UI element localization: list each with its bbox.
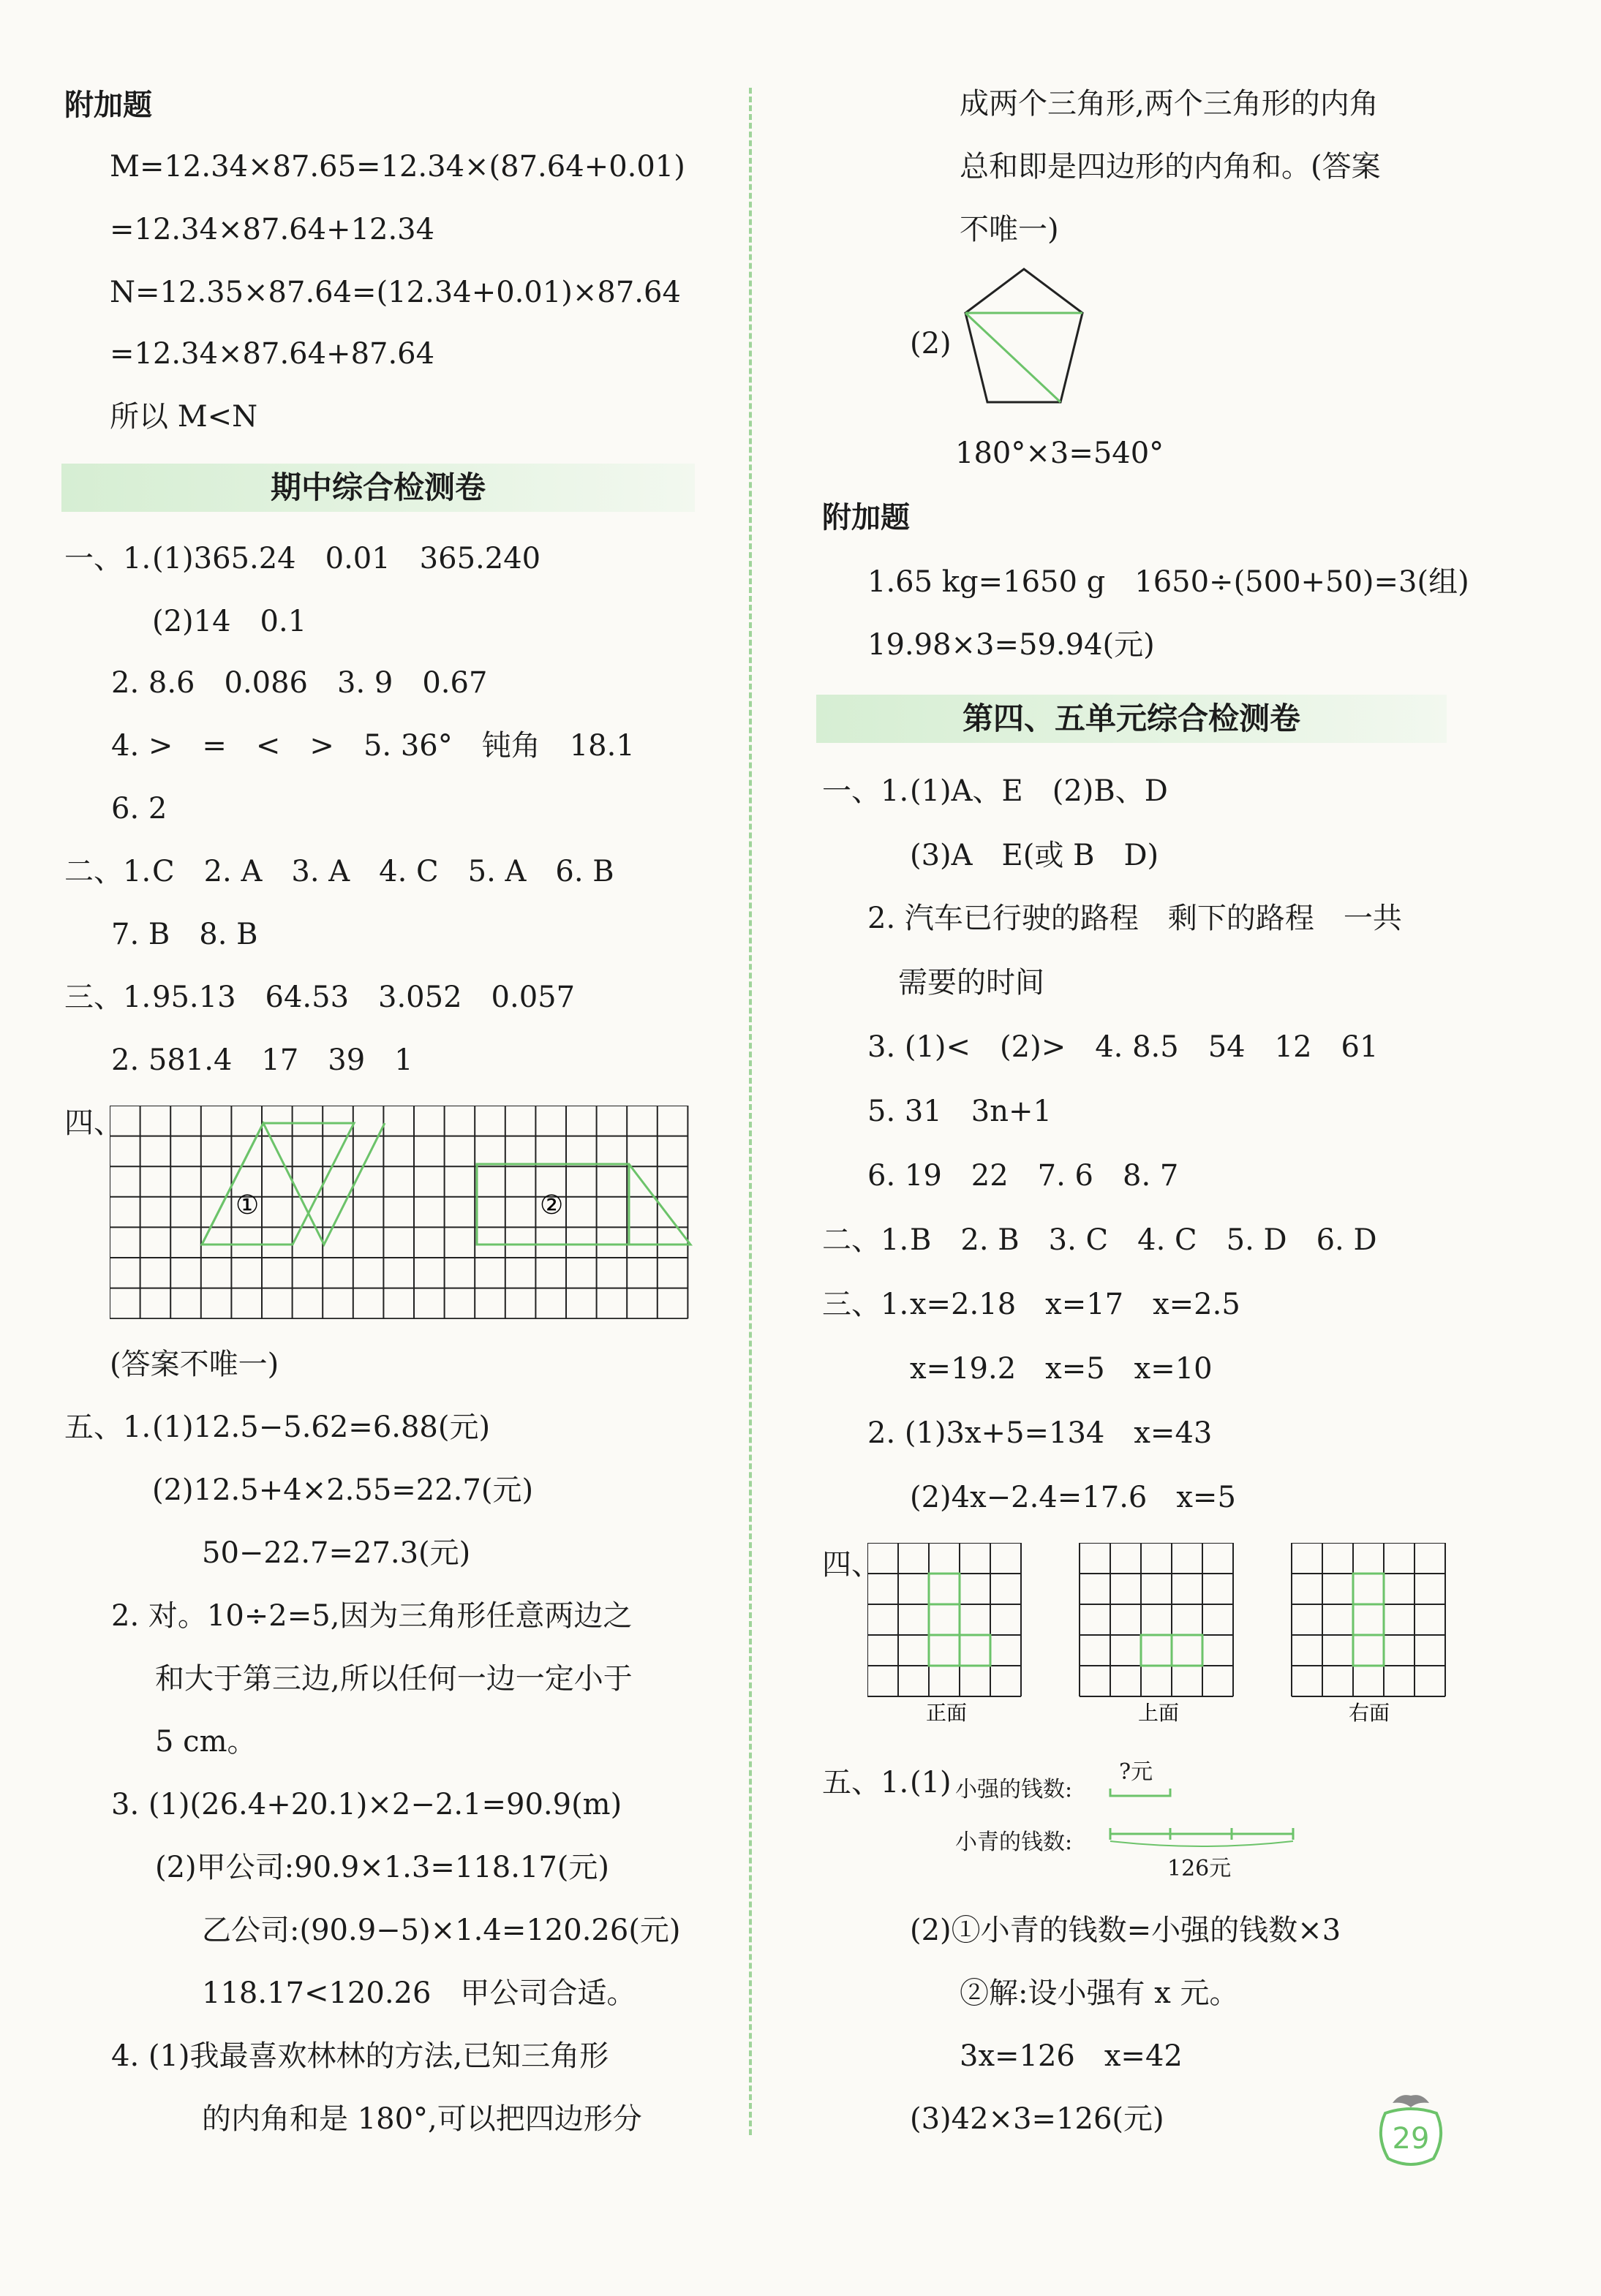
- s5-line-7: 3. (1)(26.4+20.1)×2−2.1=90.9(m): [111, 1788, 622, 1821]
- view-top-shape: [1141, 1635, 1202, 1666]
- view-right-caption: 右面: [1349, 1701, 1390, 1725]
- r-line-3: 不唯一): [960, 213, 1059, 246]
- u5-line-3: 3x=126 x=42: [960, 2039, 1183, 2073]
- u3-line-1: x=2.18 x=17 x=2.5: [910, 1288, 1240, 1321]
- u5-126-label: 126元: [1167, 1856, 1232, 1881]
- u5-line-2: ②解:设小强有 x 元。: [960, 1976, 1239, 2010]
- shape-2-trapezoid: [477, 1164, 690, 1245]
- r-line-4: 180°×3=540°: [955, 437, 1164, 470]
- s5-line-2: (2)12.5+4×2.55=22.7(元): [152, 1473, 534, 1507]
- shape-1-triangles: [202, 1123, 354, 1245]
- midterm-grid-figure: [110, 1106, 696, 1319]
- s5-line-10: 118.17<120.26 甲公司合适。: [202, 1976, 636, 2010]
- s5-label: 五、1.: [64, 1411, 151, 1444]
- u5-label: 五、1.: [822, 1766, 909, 1800]
- u1-line-6: 5. 31 3n+1: [867, 1095, 1052, 1128]
- u5-question: ?元: [1119, 1759, 1153, 1785]
- s2-label: 二、1.: [64, 855, 151, 888]
- s5-line-8: (2)甲公司:90.9×1.3=118.17(元): [155, 1851, 610, 1884]
- s5-line-11: 4. (1)我最喜欢林林的方法,已知三角形: [111, 2039, 609, 2073]
- s2-line-2: 7. B 8. B: [111, 918, 258, 951]
- s1-label: 一、1.: [64, 542, 151, 575]
- unit-banner: 第四、五单元综合检测卷: [816, 695, 1447, 743]
- s1-line-1: (1)365.24 0.01 365.240: [152, 542, 541, 575]
- qing-bar: [1110, 1828, 1293, 1840]
- extra-line-2: =12.34×87.64+12.34: [110, 213, 435, 246]
- page-number: 29: [1392, 2122, 1430, 2156]
- view-right-grid: [1292, 1543, 1445, 1696]
- view-front-caption: 正面: [926, 1701, 968, 1725]
- extra-title-right: 附加题: [822, 501, 910, 535]
- pentagon-figure: [958, 263, 1090, 409]
- pentagon-shape: [965, 269, 1082, 402]
- view-front-grid: [867, 1543, 1021, 1696]
- s5-line-12: 的内角和是 180°,可以把四边形分: [202, 2102, 642, 2136]
- view-top-grid: [1080, 1543, 1233, 1696]
- u1-line-5: 3. (1)< (2)> 4. 8.5 54 12 61: [867, 1030, 1379, 1064]
- u5-line-4: (3)42×3=126(元): [910, 2102, 1164, 2136]
- extra-line-3: N=12.35×87.64=(12.34+0.01)×87.64: [110, 276, 681, 309]
- midterm-banner: 期中综合检测卷: [61, 464, 695, 512]
- u1-line-3: 2. 汽车已行驶的路程 剩下的路程 一共: [867, 902, 1402, 935]
- view-top-caption: 上面: [1138, 1701, 1180, 1725]
- u3-line-2: x=19.2 x=5 x=10: [910, 1352, 1213, 1386]
- u1-line-1: (1)A、E (2)B、D: [910, 774, 1168, 808]
- u1-line-4: 需要的时间: [898, 966, 1044, 1000]
- column-divider: [749, 88, 752, 2135]
- u1-label: 一、1.: [822, 774, 909, 808]
- s5-line-6: 5 cm。: [155, 1725, 257, 1759]
- s1-line-3: 2. 8.6 0.086 3. 9 0.67: [111, 666, 488, 700]
- s1-line-5: 6. 2: [111, 792, 167, 826]
- u5-part-1: (1): [910, 1766, 952, 1800]
- u4-label: 四、: [822, 1548, 881, 1582]
- s1-line-4: 4. > = < > 5. 36° 钝角 18.1: [111, 729, 635, 763]
- u5-qing-label: 小青的钱数:: [955, 1829, 1073, 1855]
- shape-1-zigzag: [202, 1123, 385, 1245]
- r-line-1: 成两个三角形,两个三角形的内角: [960, 87, 1379, 121]
- grid-lines: [110, 1106, 688, 1318]
- s5-line-4: 2. 对。10÷2=5,因为三角形任意两边之: [111, 1599, 633, 1633]
- extra-line-4: =12.34×87.64+87.64: [110, 337, 435, 371]
- s5-line-3: 50−22.7=27.3(元): [202, 1536, 471, 1570]
- s3-line-1: 95.13 64.53 3.052 0.057: [152, 981, 576, 1014]
- u5-line-1: (2)①小青的钱数=小强的钱数×3: [910, 1914, 1341, 1947]
- view-right-shape: [1353, 1574, 1384, 1666]
- bar-diagram: [1104, 1781, 1302, 1847]
- s5-line-9: 乙公司:(90.9−5)×1.4=120.26(元): [202, 1914, 681, 1947]
- u2-line-1: B 2. B 3. C 4. C 5. D 6. D: [910, 1223, 1377, 1257]
- u1-line-7: 6. 19 22 7. 6 8. 7: [867, 1159, 1179, 1193]
- u1-line-2: (3)A E(或 B D): [910, 839, 1159, 872]
- u2-label: 二、1.: [822, 1223, 909, 1257]
- view-front-shape: [929, 1574, 990, 1666]
- pentagon-label: (2): [910, 327, 952, 360]
- leaf-icon: [1393, 2095, 1429, 2107]
- u3-line-3: 2. (1)3x+5=134 x=43: [867, 1416, 1213, 1450]
- s4-note: (答案不唯一): [110, 1348, 279, 1381]
- extra-line-1: M=12.34×87.65=12.34×(87.64+0.01): [110, 150, 685, 184]
- s2-line-1: C 2. A 3. A 4. C 5. A 6. B: [152, 855, 614, 888]
- shape-mark-2: ②: [540, 1190, 564, 1220]
- u5-qiang-label: 小强的钱数:: [955, 1777, 1073, 1802]
- s1-line-2: (2)14 0.1: [152, 605, 307, 638]
- page-number-badge: [1371, 2091, 1451, 2172]
- views-figure: [867, 1543, 1453, 1733]
- r-line-2: 总和即是四边形的内角和。(答案: [960, 150, 1381, 184]
- s3-label: 三、1.: [64, 981, 151, 1014]
- s5-line-1: (1)12.5−5.62=6.88(元): [152, 1411, 491, 1444]
- r-line-6: 19.98×3=59.94(元): [867, 628, 1155, 662]
- u3-label: 三、1.: [822, 1288, 909, 1321]
- qing-brace: [1110, 1841, 1293, 1846]
- s3-line-2: 2. 581.4 17 39 1: [111, 1043, 413, 1077]
- r-line-5: 1.65 kg=1650 g 1650÷(500+50)=3(组): [867, 565, 1469, 599]
- u3-line-4: (2)4x−2.4=17.6 x=5: [910, 1481, 1236, 1514]
- extra-line-5: 所以 M<N: [110, 400, 258, 434]
- s5-line-5: 和大于第三边,所以任何一边一定小于: [155, 1662, 633, 1696]
- extra-title-left: 附加题: [64, 88, 152, 122]
- shape-mark-1: ①: [236, 1190, 260, 1220]
- qiang-bar: [1110, 1789, 1170, 1796]
- pentagon-diagonal-2: [965, 313, 1061, 402]
- s4-label: 四、: [64, 1106, 123, 1140]
